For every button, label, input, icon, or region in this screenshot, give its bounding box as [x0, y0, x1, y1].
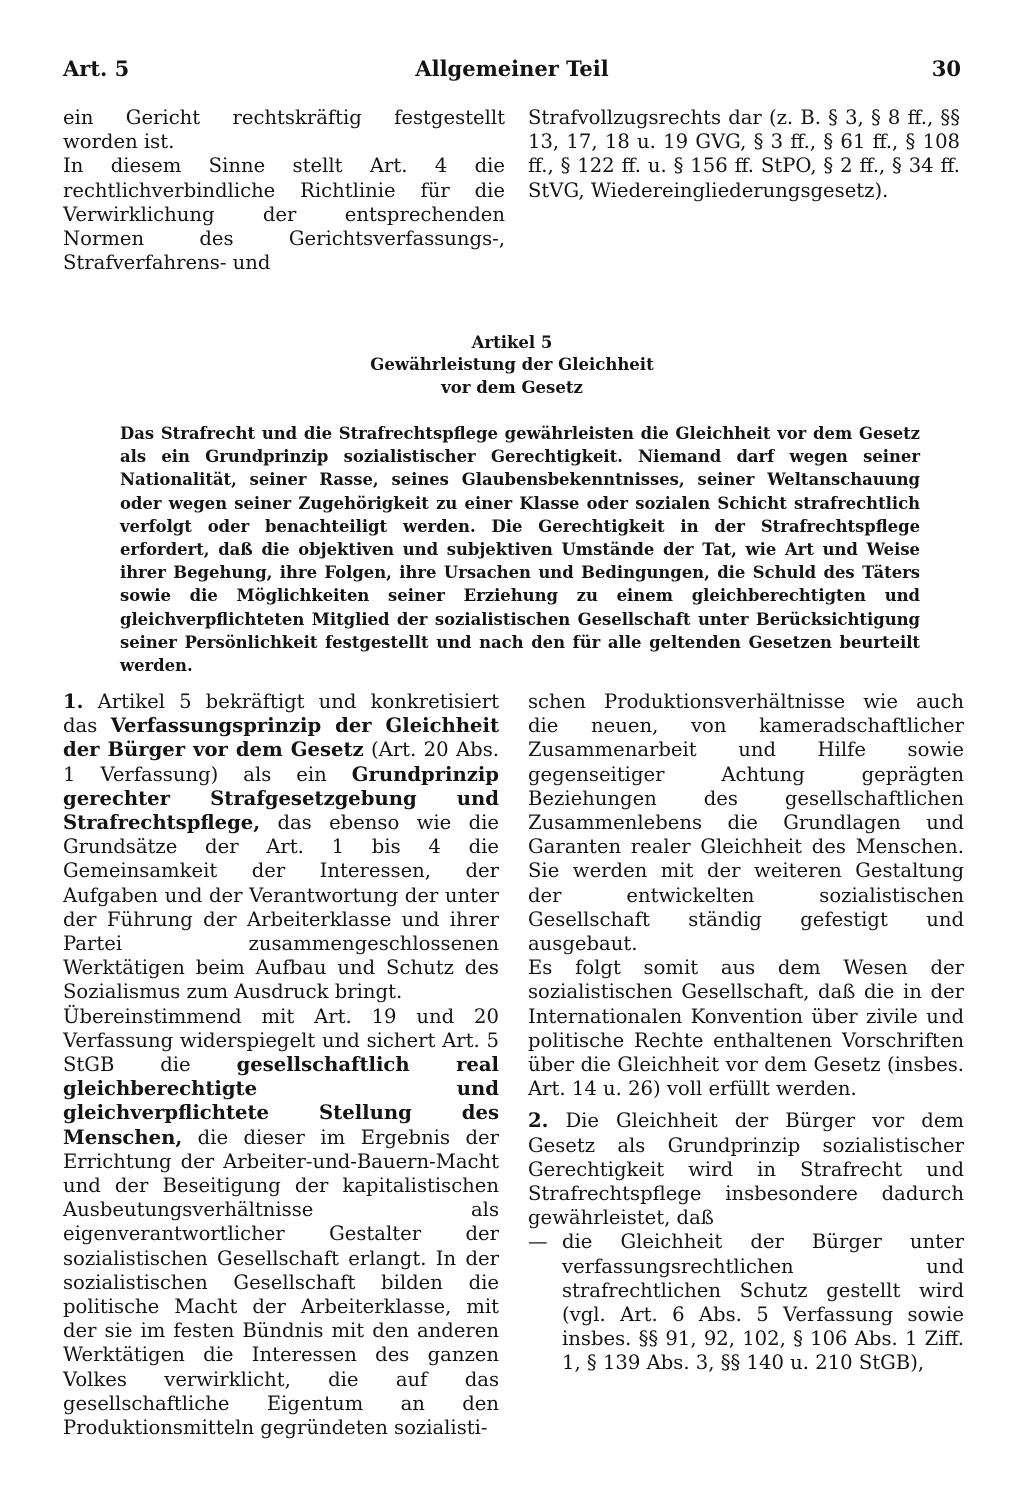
text-run: das ebenso wie die Grundsätze der Art. 1 bis 4 die Gemeinsamkeit der Interessen, der Aufgaben und der Verantwortung der unter der Führung der Arbeiterklasse und ihrer Partei zusammengeschlossenen Werktätigen beim Aufbau und Schutz des Sozialismus zum Ausdruck bringt.: [63, 811, 499, 1004]
commentary-paragraph: schen Produktionsverhältnisse wie auch die neuen, von kameradschaftlicher Zusammenarbeit und Hilfe sowie gegenseitiger Achtung geprägten Beziehungen des gesellschaftlichen Zusammenlebens die Grundlagen und Garanten realer Gleichheit des Menschen. Sie werden mit der weiteren Gestaltung der entwickelten sozialistischen Gesellschaft ständig gefestigt und ausgebaut.: [528, 690, 964, 956]
article-heading: [0, 332, 1024, 399]
paragraph: Strafvollzugsrechts dar (z. B. § 3, § 8 ff., §§ 13, 17, 18 u. 19 GVG, § 3 ff., § 61 ff., § 108 ff., § 122 ff. u. § 156 ff. StPO, § 2 ff., § 34 ff. StVG, Wiedereingliederungsgesetz).: [528, 106, 960, 202]
top-left-column: [63, 106, 505, 275]
dash-marker: —: [528, 1230, 548, 1254]
page-number: 30: [931, 56, 961, 81]
running-header: [63, 56, 961, 88]
list-item-text: die Gleichheit der Bürger unter verfassungsrechtlichen und strafrechtlichen Schutz gestellt wird (vgl. Art. 6 Abs. 5 Verfassung sowie insbes. §§ 91, 92, 102, § 106 Abs. 1 Ziff. 1, § 139 Abs. 3, §§ 140 u. 210 StGB),: [562, 1230, 964, 1375]
commentary-paragraph-2: [528, 1109, 964, 1230]
commentary-right-column: [528, 690, 964, 1376]
article-title-line: vor dem Gesetz: [441, 377, 583, 397]
top-right-column: [528, 106, 960, 203]
spacer: [528, 1101, 964, 1109]
paragraph: In diesem Sinne stellt Art. 4 die rechtlichverbindliche Richtlinie für die Verwirklichung der entsprechenden Normen des Gerichtsverfassungs-, Strafverfahrens- und: [63, 154, 505, 275]
list-item: [528, 1230, 964, 1375]
section-title: Allgemeiner Teil: [415, 56, 609, 81]
text-run: die dieser im Ergebnis der Errichtung der Arbeiter-und-Bauern-Macht und der Beseitigung der kapitalistischen Ausbeutungsverhältnisse als eigenverantwortlicher Gestalter der sozialistischen Gesellschaft erlangt. In der sozialistischen Gesellschaft bilden die politische Macht der Arbeiterklasse, mit der sie im festen Bündnis mit den anderen Werktätigen die Interessen des ganzen Volkes verwirklicht, die auf das gesellschaftliche Eigentum an den Produktionsmitteln gegründeten sozialisti-: [63, 1125, 499, 1440]
text-run: Artikel 5 bekräftigt und konkretisiert das: [63, 690, 499, 738]
commentary-paragraph: Es folgt somit aus dem Wesen der sozialistischen Gesellschaft, daß die in der Internationalen Konvention über zivile und politische Rechte enthaltenen Vorschriften über die Gleichheit vor dem Gesetz (insbes. Art. 14 u. 26) voll erfüllt werden.: [528, 956, 964, 1101]
item-number: 2.: [528, 1109, 549, 1133]
commentary-paragraph-1: [63, 690, 499, 1005]
article-law-text: Das Strafrecht und die Strafrechtspflege gewährleisten die Gleichheit vor dem Gesetz als ein Grundprinzip sozialistischer Gerechtigkeit. Niemand darf wegen seiner Nationalität, seiner Rasse, seines Glaubensbekenntnisses, seiner Weltanschauung oder wegen seiner Zugehörigkeit zu einer Klasse oder sozialen Schicht strafrechtlich verfolgt oder benachteiligt werden. Die Gerechtigkeit in der Strafrechtspflege erfordert, daß die objektiven und subjektiven Umstände der Tat, wie Art und Weise ihrer Begehung, ihre Folgen, ihre Ursachen und Bedingungen, die Schuld des Täters sowie die Möglichkeiten seiner Erziehung zu einem gleichberechtigten und gleichverpflichteten Mitglied der sozialistischen Gesellschaft unter Berücksichtigung seiner Persönlichkeit festgestellt und nach den für alle geltenden Gesetzen beurteilt werden.: [120, 424, 920, 676]
commentary-paragraph: [63, 1005, 499, 1441]
commentary-left-column: [63, 690, 499, 1440]
emphasis-text: gesellschaftlich real gleichberechtigte und gleichverpflichtete Stellung des Menschen,: [63, 1053, 500, 1149]
text-run: Die Gleichheit der Bürger vor dem Gesetz als Grundprinzip sozialistischer Gerechtigkeit wird in Strafrecht und Strafrechtspflege insbesondere dadurch gewährleistet, daß: [528, 1109, 964, 1230]
emphasis-text: Grundprinzip gerechter Strafgesetzgebung und Strafrechtspflege,: [63, 762, 499, 835]
article-number: Artikel 5: [471, 333, 553, 352]
emphasis-text: Verfassungsprinzip der Gleichheit der Bürger vor dem Gesetz: [63, 714, 499, 762]
article-title-line: Gewährleistung der Gleichheit: [370, 355, 654, 375]
text-run: Übereinstimmend mit Art. 19 und 20 Verfassung widerspiegelt und sichert Art. 5 StGB die: [63, 1004, 499, 1077]
paragraph: ein Gericht rechtskräftig festgestellt worden ist.: [63, 106, 505, 154]
article-reference: Art. 5: [63, 56, 130, 81]
item-number: 1.: [63, 690, 84, 713]
text-run: (Art. 20 Abs. 1 Verfassung) als ein: [63, 738, 499, 786]
